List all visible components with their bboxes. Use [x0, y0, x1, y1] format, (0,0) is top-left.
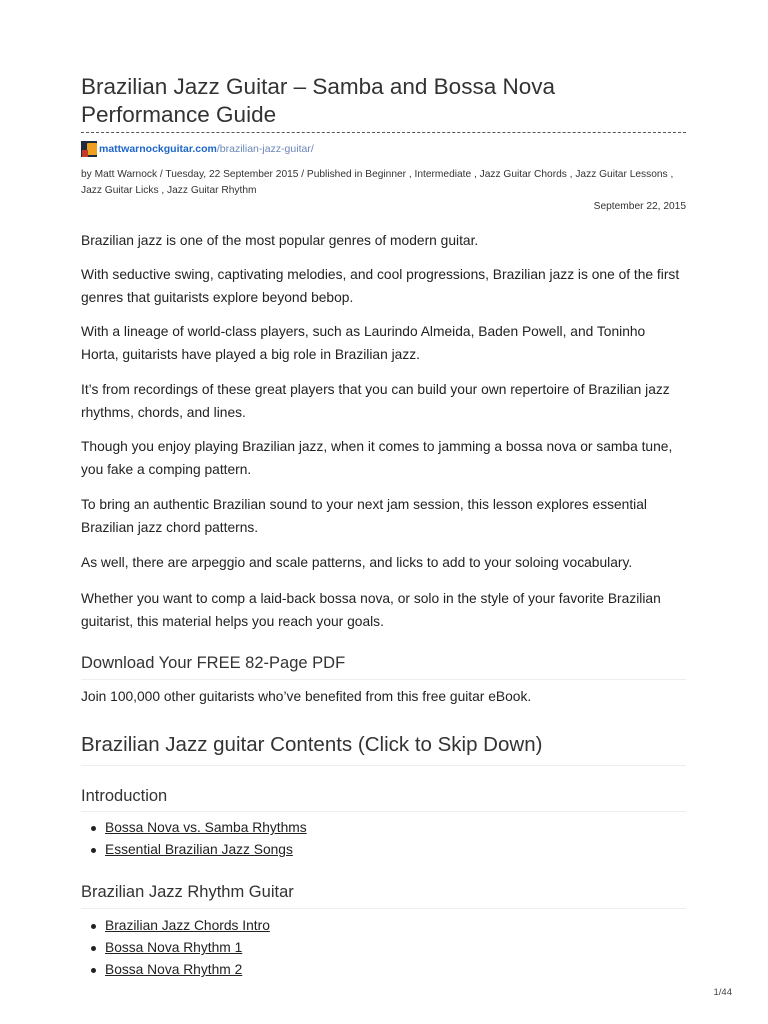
- paragraph: With a lineage of world-class players, such as Laurindo Almeida, Baden Powell, and Toninho Horta, guitarists have played a big role in Brazilian jazz.: [81, 324, 646, 362]
- paragraph: Whether you want to comp a laid-back bossa nova, or solo in the style of your favorite Brazilian guitarist, this material helps you reach your goals.: [81, 591, 661, 629]
- download-text: Join 100,000 other guitarists who’ve benefited from this free guitar eBook.: [81, 689, 532, 704]
- introduction-heading: Introduction: [81, 787, 168, 805]
- title-divider: [81, 132, 686, 133]
- contents-link-bossa-rhythm-2[interactable]: Bossa Nova Rhythm 2: [105, 962, 243, 977]
- divider: [81, 765, 686, 766]
- divider: [81, 679, 686, 680]
- list-item: [105, 817, 307, 839]
- list-item: [105, 915, 270, 937]
- post-byline: by Matt Warnock / Tuesday, 22 September 2015 / Published in Beginner , Intermediate , Jazz Guitar Chords , Jazz Guitar Lessons , Jazz Guitar Licks , Jazz Guitar Rhythm: [81, 169, 674, 196]
- paragraph: It’s from recordings of these great players that you can build your own repertoire of Brazilian jazz rhythms, chords, and lines.: [81, 382, 670, 420]
- paragraph: Brazilian jazz is one of the most popular genres of modern guitar.: [81, 233, 479, 248]
- contents-link-bossa-vs-samba[interactable]: Bossa Nova vs. Samba Rhythms: [105, 820, 307, 835]
- paragraph: Though you enjoy playing Brazilian jazz, when it comes to jamming a bossa nova or samba tune, you fake a comping pattern.: [81, 439, 673, 477]
- source-path: /brazilian-jazz-guitar/: [216, 143, 314, 155]
- rhythm-guitar-list: [105, 915, 270, 981]
- paragraph: With seductive swing, captivating melodies, and cool progressions, Brazilian jazz is one of the first genres that guitarists explore beyond bebop.: [81, 267, 680, 305]
- divider: [81, 908, 686, 909]
- contents-heading: Brazilian Jazz guitar Contents (Click to Skip Down): [81, 733, 543, 756]
- list-item: [105, 959, 270, 981]
- download-heading: Download Your FREE 82-Page PDF: [81, 654, 346, 672]
- paragraph: As well, there are arpeggio and scale patterns, and licks to add to your soloing vocabulary.: [81, 555, 633, 570]
- post-date: September 22, 2015: [593, 201, 686, 212]
- rhythm-guitar-heading: Brazilian Jazz Rhythm Guitar: [81, 883, 294, 901]
- page-title: Brazilian Jazz Guitar – Samba and Bossa Nova Performance Guide: [81, 74, 555, 127]
- site-favicon-icon: [81, 141, 97, 157]
- introduction-list: [105, 817, 307, 861]
- contents-link-bossa-rhythm-1[interactable]: Bossa Nova Rhythm 1: [105, 940, 243, 955]
- paragraph: To bring an authentic Brazilian sound to your next jam session, this lesson explores essential Brazilian jazz chord patterns.: [81, 497, 647, 535]
- divider: [81, 811, 686, 812]
- list-item: [105, 937, 270, 959]
- source-line: [81, 141, 314, 157]
- source-domain-link[interactable]: mattwarnockguitar.com: [99, 143, 217, 155]
- list-item: [105, 839, 307, 861]
- contents-link-essential-songs[interactable]: Essential Brazilian Jazz Songs: [105, 842, 293, 857]
- contents-link-chords-intro[interactable]: Brazilian Jazz Chords Intro: [105, 918, 270, 933]
- page-number: 1/44: [713, 987, 732, 998]
